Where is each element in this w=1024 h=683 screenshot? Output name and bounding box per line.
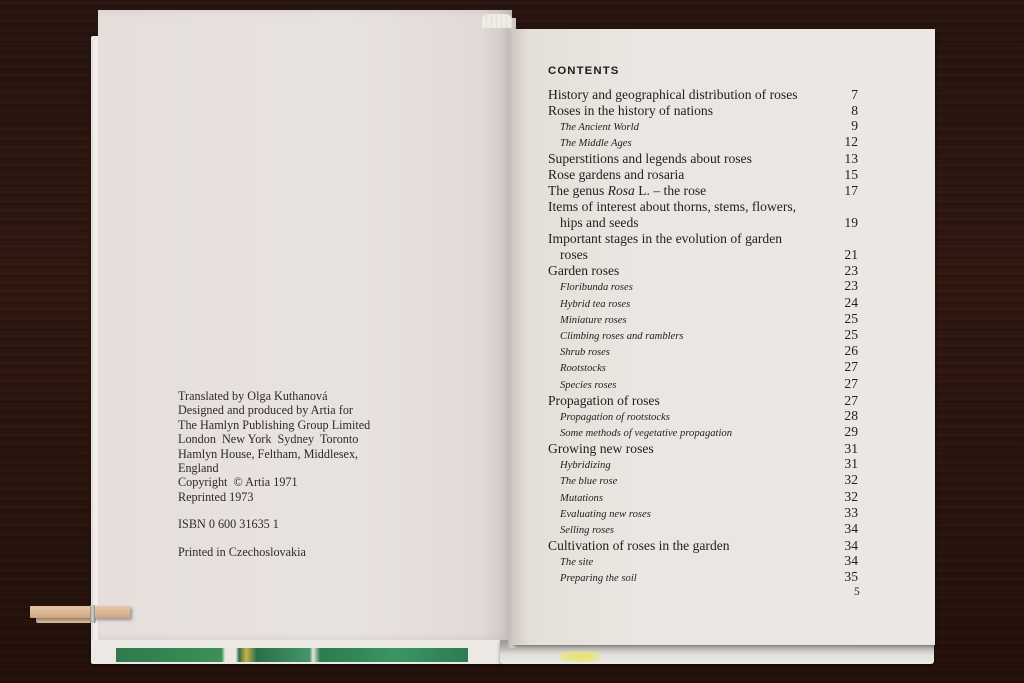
page-number: 24 [844, 294, 858, 310]
page-number: 31 [844, 441, 858, 457]
toc-subentry: The site 34 [560, 553, 858, 569]
page-number: 32 [844, 488, 858, 504]
table-of-contents [548, 87, 858, 587]
page-number: 15 [844, 167, 858, 183]
page-number: 27 [844, 359, 858, 375]
clothespin-bookmark [30, 606, 130, 618]
toc-subentry: Selling roses 34 [560, 521, 858, 537]
toc-subentry: The blue rose 32 [560, 472, 858, 488]
cover-yellow-mark [560, 651, 600, 662]
toc-entry: Growing new roses 31 [548, 441, 858, 457]
imprint-copyright: Copyright © Artia 1971 [178, 475, 298, 490]
toc-subentry: Some methods of vegetative propagation 29 [560, 424, 858, 440]
page-number: 34 [844, 521, 858, 537]
page-number: 34 [844, 553, 858, 569]
toc-subentry: Rootstocks 27 [560, 359, 858, 375]
page-number: 25 [844, 310, 858, 326]
page-number: 9 [851, 118, 858, 133]
imprint-cities: London New York Sydney Toronto [178, 432, 359, 447]
toc-entry: Garden roses 23 [548, 263, 858, 279]
page-number: 27 [844, 392, 858, 408]
imprint-block [178, 389, 418, 559]
toc-subentry: Floribunda roses 23 [560, 278, 858, 294]
page-number: 19 [844, 215, 858, 231]
page-number: 31 [844, 456, 858, 472]
toc-subentry: The Ancient World 9 [560, 118, 858, 133]
toc-entry: Important stages in the evolution of garden [548, 231, 783, 247]
toc-subentry: Preparing the soil 35 [560, 569, 858, 585]
toc-entry-continued: hips and seeds 19 [560, 215, 858, 231]
clothespin-spring [90, 605, 95, 623]
page-number: 29 [844, 424, 858, 440]
page-number: 12 [844, 134, 858, 150]
imprint-translator: Translated by Olga Kuthanová [178, 389, 328, 403]
contents-heading: CONTENTS [548, 65, 620, 77]
toc-entry: Propagation of roses 27 [548, 392, 858, 408]
page-number: 25 [844, 327, 858, 343]
page-number: 33 [844, 504, 858, 520]
toc-subentry: Evaluating new roses 33 [560, 504, 858, 520]
page-number: 13 [844, 151, 858, 167]
toc-entry: Items of interest about thorns, stems, flowers, [548, 199, 797, 215]
clothespin-lower-jaw [36, 618, 96, 623]
imprint-country: England [178, 461, 219, 476]
page-number: 21 [844, 247, 858, 263]
page-number: 8 [851, 103, 858, 118]
toc-entry: History and geographical distribution of roses 7 [548, 87, 858, 102]
imprint-reprint: Reprinted 1973 [178, 489, 254, 504]
page-number: 17 [844, 183, 858, 199]
page-number: 27 [844, 375, 858, 391]
toc-entry: Cultivation of roses in the garden 34 [548, 538, 858, 554]
toc-subentry: Hybrid tea roses 24 [560, 294, 858, 310]
toc-entry: Roses in the history of nations 8 [548, 103, 858, 118]
toc-subentry: Shrub roses 26 [560, 343, 858, 359]
cover-leaf-pattern [116, 648, 468, 662]
toc-subentry: Climbing roses and ramblers 25 [560, 327, 858, 343]
toc-subentry: Hybridizing 31 [560, 456, 858, 472]
toc-entry: Superstitions and legends about roses 13 [548, 151, 858, 167]
imprint-isbn: ISBN 0 600 31635 1 [178, 517, 279, 532]
toc-subentry: Miniature roses 25 [560, 310, 858, 326]
page-number: 34 [844, 538, 858, 554]
imprint-printed: Printed in Czechoslovakia [178, 544, 306, 559]
imprint-address: Hamlyn House, Feltham, Middlesex, [178, 446, 359, 461]
page-number: 26 [844, 343, 858, 359]
imprint-designer: Designed and produced by Artia for [178, 403, 353, 418]
toc-subentry: The Middle Ages 12 [560, 134, 858, 150]
page-number: 28 [844, 407, 858, 423]
page-number: 23 [844, 263, 858, 279]
folio-page-number: 5 [854, 586, 860, 598]
page-number: 35 [844, 569, 858, 585]
book-headband [482, 14, 512, 28]
page-number: 32 [844, 472, 858, 488]
toc-subentry: Species roses 27 [560, 375, 858, 391]
toc-subentry: Mutations 32 [560, 488, 858, 504]
page-number: 7 [851, 87, 858, 102]
toc-entry-continued: roses 21 [560, 247, 858, 263]
toc-subentry: Propagation of rootstocks 28 [560, 407, 858, 423]
toc-entry: Rose gardens and rosaria 15 [548, 167, 858, 183]
toc-entry: The genus Rosa L. – the rose 17 [548, 183, 858, 199]
page-number: 23 [844, 278, 858, 294]
imprint-publisher: The Hamlyn Publishing Group Limited [178, 417, 371, 432]
